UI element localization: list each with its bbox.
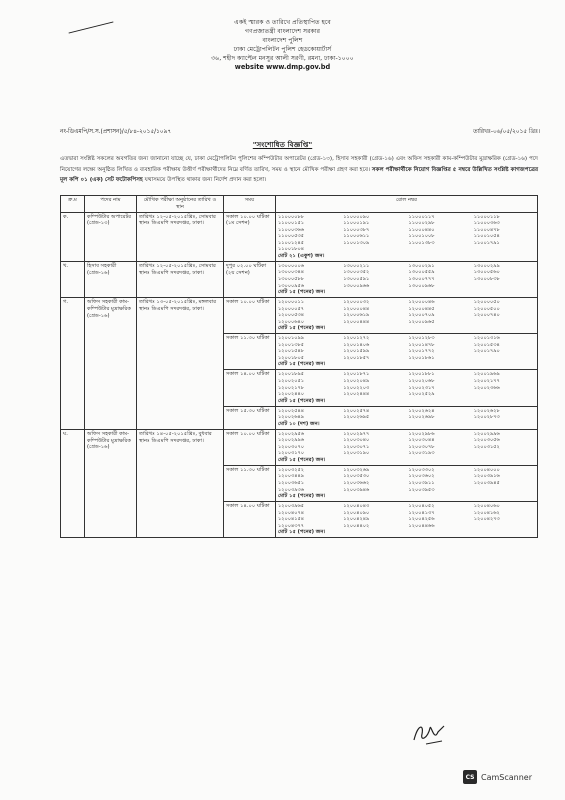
roll-number: ১১০০০২৯৮ [408, 220, 435, 227]
roll-number: ১৩০০০০০৬ [278, 262, 305, 269]
roll-number: ১২০০৩০৭১ [343, 443, 370, 450]
roll-number: ১২০০১০৯৯ [278, 335, 304, 342]
roll-number: ১২০০০৫০০ [473, 305, 500, 312]
roll-number: ১২০০০০৫০ [473, 299, 500, 306]
roll-number: ১২০০১৮৬১ [408, 354, 435, 361]
roll-grid [278, 431, 535, 457]
roll-number: ১২০০৩৯৪৫ [473, 480, 500, 486]
session-total: মোট ১৫ (পনের) জন। [278, 456, 326, 463]
roll-cell [276, 370, 538, 406]
header-line-3: বাংলাদেশ পুলিশ [262, 37, 303, 45]
roll-number: ১২০০৩৯৫৩ [408, 486, 435, 493]
roll-number: ১৩০০০৩৫২ [343, 269, 370, 276]
roll-number: ১২০০০০৫৭ [278, 305, 304, 312]
roll-number: ১২০০০০৪৬ [408, 299, 435, 306]
time-cell: সকাল ১১.৩০ ঘটিকা [224, 465, 276, 501]
roll-number: ১১০০১৮০৪ [278, 246, 304, 253]
roll-number: ১২০০৩৫৩০ [343, 473, 370, 480]
time-cell: সকাল ১৫.৩০ ঘটিকা [224, 406, 276, 429]
roll-number: ১১০০০১৫১ [278, 220, 304, 227]
table-row [61, 429, 538, 465]
roll-number: ১২০০৩৬৬২ [343, 480, 370, 486]
roll-number: ১২০০১২৭২ [343, 335, 370, 342]
roll-number: ১১০০০৩৮৭ [343, 226, 370, 233]
roll-number: ১২০০৪১৩৭ [408, 509, 435, 516]
roll-cell [276, 212, 538, 261]
header-roll: রোল নম্বর [276, 196, 538, 213]
roll-number: ১২০০১৮৮১ [408, 371, 435, 378]
roll-number: ১২০০৪০৫২ [408, 503, 435, 510]
roll-number: ১২০০৪২৫৬ [408, 516, 435, 523]
roll-number: ১২০০০০১১ [278, 299, 304, 306]
roll-number: ১২০০৩২৫২ [278, 466, 304, 473]
roll-cell [276, 502, 538, 538]
roll-number: ১১০০০৪৭৮ [473, 226, 500, 233]
roll-number: ১১০০১০৫৪ [473, 233, 500, 240]
table-row [61, 261, 538, 297]
session-total: মোট ১৫ (পনের) জন। [278, 493, 326, 500]
roll-number: ১২০০৪০৭৪ [278, 509, 304, 516]
memo-date: তারিখঃ-০৬/০৫/২০১৫ খ্রিঃ। [473, 129, 540, 135]
schedule-body [61, 212, 538, 538]
roll-number: ১২০০২৪৪৪ [343, 391, 370, 398]
roll-number: ১২০০২০৪৯ [343, 377, 370, 384]
session-total: মোট ১৫ (পনের) জন। [278, 361, 326, 368]
session-total: মোট ২১ (একুশ) জন। [278, 252, 325, 259]
roll-grid [278, 335, 535, 361]
exam-cell: তারিখঃ ১৩-০৫-২০১৫খ্রিঃ, মঙ্গলবার স্থানঃ ডিএমপি সদরদপ্তর, ঢাকা। [137, 298, 224, 430]
roll-number: ১২০০২৯৯৬ [473, 430, 500, 437]
roll-number: ১২০০২৯৮৬ [408, 430, 435, 437]
header-line-1: একই স্মারক ও তারিখে প্রতিস্থাপিত হবে [234, 19, 331, 26]
header-post: পদের নাম [85, 196, 137, 213]
roll-number: ১২০০০৭৪০ [473, 312, 500, 319]
roll-number: ১২০০৩০৪৪ [408, 437, 435, 444]
roll-number: ১২০০২৫২৯ [408, 391, 435, 398]
roll-number: ১২০০২৩৬৬ [473, 384, 500, 391]
header-line-2: গণপ্রজাতন্ত্রী বাংলাদেশ সরকার [244, 28, 321, 36]
roll-number: ১২০০১৪০৬ [343, 341, 370, 348]
header-exam: মৌখিক পরীক্ষা অনুষ্ঠানের তারিখ ও স্থান [137, 196, 224, 213]
roll-number: ১৩০০০২৯১ [408, 262, 435, 269]
time-cell: সকাল ১১.৩০ ঘটিকা [224, 334, 276, 370]
roll-number: ১৩০০০৫৬০ [473, 269, 500, 276]
roll-number: ১২০০১৪৭৮ [408, 341, 435, 348]
time-cell: সকাল ১০.০০ ঘটিকা [224, 429, 276, 465]
time-cell: সকাল ১০.০০ ঘটিকা [224, 298, 276, 334]
roll-number: ১২০০১৫৪৮ [278, 348, 304, 355]
roll-cell [276, 298, 538, 334]
post-cell: অফিস সহকারী কাম-কম্পিউটার মুদ্রাক্ষরিক (গ্রেড-১৬) [85, 429, 137, 538]
intro-text: এতদ্বারা সংশ্লিষ্ট সকলের অবগতির জন্য জানানো যাচ্ছে যে, ঢাকা মেট্রোপলিটন পুলিশের কম্পিউটার অপারেটর (গ্রেড-১৩), হিসাব সহকারী (গ্রেড-১৬) এবং অফিস সহকারী কাম-কম্পিউটার মুদ্রাক্ষরিক (গ্রেড-১৬) পদে নিয়োগের লক্ষ্যে অনুষ্ঠিত লিখিত ও ব্যবহারিক পরীক্ষায় উত্তীর্ণ পরীক্ষার্থীদের নিম্নে বর্ণিত তারিখ, সময় ও স্থানে মৌখিক পরীক্ষা গ্রহণ করা হবে। [60, 156, 538, 173]
serial-cell: ঘ. [61, 429, 85, 538]
roll-number: ১২০০২৮৭৩ [473, 414, 500, 421]
roll-number: ১২০০২৬৯৮ [408, 414, 435, 421]
roll-number: ১১০০১৩০৯ [343, 239, 370, 246]
roll-number: ১২০০৩৬৫১ [278, 480, 304, 486]
roll-cell [276, 334, 538, 370]
roll-grid [278, 299, 535, 325]
roll-number: ১২০০০৬১৯ [343, 312, 370, 319]
roll-number: ১৩০০০৯৫৬ [278, 282, 304, 289]
roll-number: ১২০০২৫৭৪ [343, 407, 370, 414]
roll-number: ১২০০২৪৪০ [278, 391, 304, 398]
roll-number: ১১০০০১১৮ [473, 213, 500, 220]
intro-bold: সকল পরীক্ষার্থীকে নিয়োগ বিজ্ঞপ্তির ৫ নম্বরে উল্লিখিত সংশ্লিষ্ট কাগজপত্রের মূল কপি ০১ (এক) সেট ফটোকপিসহ [60, 166, 539, 184]
roll-grid [278, 214, 535, 253]
header-line-4: ঢাকা মেট্রোপলিটন পুলিশ হেডকোয়ার্টার্স [233, 46, 332, 54]
roll-number: ১১০০০৪৪০ [408, 226, 435, 233]
roll-number: ১৩০০০৫৯১ [343, 275, 370, 282]
roll-number: ১২০০২৫৪৪ [278, 407, 304, 414]
roll-number: ১২০০১৮৫৭ [343, 354, 370, 361]
session-total: মোট ১৫ (পনের) জন। [278, 325, 326, 332]
roll-number: ১২০০১৩৮৫ [278, 341, 304, 348]
roll-number: ১৩০০০৭৭৭ [408, 275, 435, 282]
camscanner-logo-icon: CS [463, 770, 477, 784]
roll-number: ১১০০০৩৬৩ [473, 220, 500, 227]
roll-number: ১২০০২৬২৪ [408, 407, 435, 414]
roll-number: ১২০০৩০৫৬ [473, 437, 500, 444]
exam-cell: তারিখঃ ১২-০৫-২০১৫খ্রিঃ, সোমবার স্থানঃ ডিএমপি সদরদপ্তর, ঢাকা। [137, 212, 224, 261]
roll-number: ১২০০১৮০৫ [278, 354, 304, 361]
roll-number: ১২০০৩২৬৯ [343, 466, 370, 473]
roll-number: ১১০০১৭৯১ [473, 239, 500, 246]
roll-number: ১২০০৪১৫৪ [278, 516, 304, 523]
serial-cell: খ. [61, 261, 85, 297]
table-row [61, 298, 538, 334]
roll-number: ১৩০০০৫৮৮ [278, 275, 304, 282]
roll-number: ১২০০১৮৯৫ [278, 371, 304, 378]
roll-number: ১২০০৪৪৬৬ [408, 522, 435, 529]
roll-number: ১২০০২১৭৮ [278, 384, 304, 391]
roll-number: ১২০০০৬৪০ [278, 318, 304, 325]
roll-number: ১১০০১২৪৫ [278, 239, 304, 246]
roll-number: ১২০০১৮৭১ [343, 371, 370, 378]
memo-ref: নং-ডিএমপি/স.স.(প্রশাসন)/৫/৮৪-২০১৫/১০৯৭ [60, 129, 172, 135]
signature-icon [408, 720, 448, 746]
roll-number: ১২০০০৭০৯ [408, 312, 435, 319]
roll-number: ১২০০২৯৭৭ [343, 430, 370, 437]
post-cell: অফিস সহকারী কাম-কম্পিউটার মুদ্রাক্ষরিক (গ্রেড-১৬) [85, 298, 137, 430]
letterhead [0, 18, 565, 73]
roll-number: ১২০০১৭৯০ [473, 348, 500, 355]
roll-number: ১৩০০০২১১ [343, 262, 370, 269]
roll-number: ১১০০০০৮৮ [278, 213, 304, 220]
roll-number: ১২০০১২৮৩ [408, 335, 435, 342]
roll-number: ১১০০১৩৮৩ [408, 239, 435, 246]
roll-number: ১২০০০০৩২ [343, 299, 370, 306]
roll-number: ১২০০২৬৪৯ [278, 414, 304, 421]
roll-number: ১২০০৩৯১৬ [473, 473, 500, 480]
roll-number: ১২০০২৬৯৫ [343, 414, 370, 421]
roll-number: ১১০০০৫৩৫ [278, 233, 304, 240]
intro-end: যথাসময়ে উপস্থিত থাকার জন্য নির্দেশ প্রদান করা হলো। [144, 177, 267, 184]
roll-number: ১২০০৩৩০২ [408, 466, 435, 473]
roll-number: ১২০০৩০৭০ [278, 443, 305, 450]
camscanner-watermark [463, 770, 532, 784]
camscanner-text: CamScanner [481, 772, 533, 782]
roll-number: ১২০০৪১৬২ [473, 509, 500, 516]
roll-grid [278, 467, 535, 493]
session-total: মোট ১৫ (পনের) জন। [278, 289, 326, 296]
roll-number: ১১০০০৬১১ [343, 233, 370, 240]
roll-number: ১২০০৪৩৭৭ [278, 522, 304, 529]
roll-number: ১২০০৪০০০ [473, 466, 500, 473]
table-row [61, 212, 538, 261]
roll-grid [278, 371, 535, 397]
roll-number: ১২০০১৯৬৯ [473, 371, 500, 378]
roll-number: ১১০০০১১৭ [408, 213, 435, 220]
roll-number: ১২০০১৭৭২ [408, 348, 435, 355]
header-serial: ক্র.ম [61, 196, 85, 213]
roll-number: ১২০০০৪৪৪ [343, 318, 370, 325]
roll-number: ১২০০৪০৪৩ [343, 503, 370, 510]
time-cell: সকাল ১৪.০০ ঘটিকা [224, 502, 276, 538]
roll-number: ১৩০০০৩৪৪ [278, 269, 304, 276]
post-cell: কম্পিউটার অপারেটর (গ্রেড-১৩) [85, 212, 137, 261]
roll-number: ১২০০৩১৯০ [343, 450, 370, 457]
post-cell: হিসাব সহকারী (গ্রেড-১৬) [85, 261, 137, 297]
roll-number: ১২০০৪৪০২ [343, 522, 370, 529]
roll-cell [276, 406, 538, 429]
roll-number: ১২০০৪০৯০ [343, 509, 370, 516]
roll-number: ১২০০০৯৬৫ [408, 318, 435, 325]
website: website www.dmp.gov.bd [234, 63, 331, 72]
schedule-table [60, 195, 538, 538]
session-total: মোট ১০ (দশ) জন। [278, 420, 320, 427]
roll-number: ১২০০১৫৩৪ [473, 341, 500, 348]
roll-number: ১২০০৩০৭৮ [408, 443, 435, 450]
roll-number: ১৩০০০৮৩৮ [473, 275, 500, 282]
roll-number: ১২০০২৯৯৬ [278, 437, 304, 444]
roll-number: ১২০০৩১৯৩ [408, 450, 435, 457]
roll-grid [278, 408, 535, 421]
roll-number: ১২০০২৩১৭ [408, 384, 435, 391]
roll-number: ১২০০৩০৪০ [343, 437, 370, 444]
roll-number: ১২০০২৯৫৬ [278, 430, 304, 437]
roll-number: ১২০০১৫৯৯ [343, 348, 370, 355]
header-line-5: ৩৬, শহীদ ক্যাপ্টেন মনসুর আলী সরণী, রমনা, ঢাকা-১০০০ [211, 55, 354, 63]
roll-number: ১১০০০৩৬৬ [278, 226, 304, 233]
roll-number: ১২০০৩১৭০ [278, 450, 304, 457]
roll-number: ১২০০২৬২৮ [473, 407, 500, 414]
roll-number: ১২০০৩৯৪৬ [343, 486, 370, 493]
time-cell: সকাল ১৪.০০ ঘটিকা [224, 370, 276, 406]
session-total: মোট ১৫ (পনের) জন। [278, 529, 326, 536]
time-cell: দুপুর ০২.০০ ঘটিকা (২য় সেশন) [224, 261, 276, 297]
roll-number: ১২০০৩১৫২ [473, 443, 500, 450]
roll-number: ১২০০৩৬০২ [408, 473, 435, 480]
roll-number: ১১০০০০৯০ [343, 213, 370, 220]
time-cell: সকাল ১০.০০ ঘটিকা (১ম সেশন) [224, 212, 276, 261]
roll-number: ১২০০১৩১৬ [473, 335, 500, 342]
header-time: সময় [224, 196, 276, 213]
roll-number: ১২০০২১৭৭ [473, 377, 500, 384]
roll-grid [278, 503, 535, 529]
roll-number: ১২০০২০৫১ [278, 377, 304, 384]
serial-cell: গ. [61, 298, 85, 430]
serial-cell: ক. [61, 212, 85, 261]
roll-number: ১৩০০০২৯৯ [473, 262, 500, 269]
roll-number: ১১০০১০০৮ [408, 233, 435, 240]
exam-cell: তারিখঃ ১২-০৫-২০১৫খ্রিঃ, সোমবার স্থানঃ ডিএমপি সদরদপ্তর, ঢাকা। [137, 261, 224, 297]
roll-number: ১২০০২০৬৮ [408, 377, 435, 384]
session-total: মোট ১৫ (পনের) জন। [278, 397, 326, 404]
roll-number: ১২০০৩৯৬৫ [278, 503, 304, 510]
roll-number: ১২০০৪০৬০ [473, 503, 500, 510]
notice-title: "সংশোধিত বিজ্ঞপ্তি" [252, 140, 313, 149]
roll-number: ১২০০০৫৩৪ [278, 312, 304, 319]
notice-intro [60, 154, 538, 186]
roll-number: ১২০০৩৪৪৯ [278, 473, 304, 480]
roll-number: ১৩০০০৫৫৯ [408, 269, 435, 276]
roll-number: ১৩০০০৯৬৮ [408, 282, 435, 289]
roll-number: ১২০০২২০৩ [343, 384, 370, 391]
roll-number: ১২০০৩৯১১ [408, 480, 435, 486]
roll-number: ১২০০৩৯৩৬ [278, 486, 304, 493]
roll-number: ১২০০৪২৪৯ [343, 516, 370, 523]
roll-number: ১২০০০০৪৪ [343, 305, 370, 312]
roll-cell [276, 465, 538, 501]
roll-grid [278, 263, 535, 289]
roll-number: ১২০০৪২৭৩ [473, 516, 500, 523]
roll-number: ১২০০০৪৪৫ [408, 305, 435, 312]
roll-number: ১১০০০১৯১ [343, 220, 370, 227]
roll-cell [276, 429, 538, 465]
roll-cell [276, 261, 538, 297]
roll-number: ১৩০০০৯৬৬ [343, 282, 370, 289]
exam-cell: তারিখঃ ১৪-০৫-২০১৫খ্রিঃ, বুধবার স্থানঃ ডিএমপি সদরদপ্তর, ঢাকা। [137, 429, 224, 538]
